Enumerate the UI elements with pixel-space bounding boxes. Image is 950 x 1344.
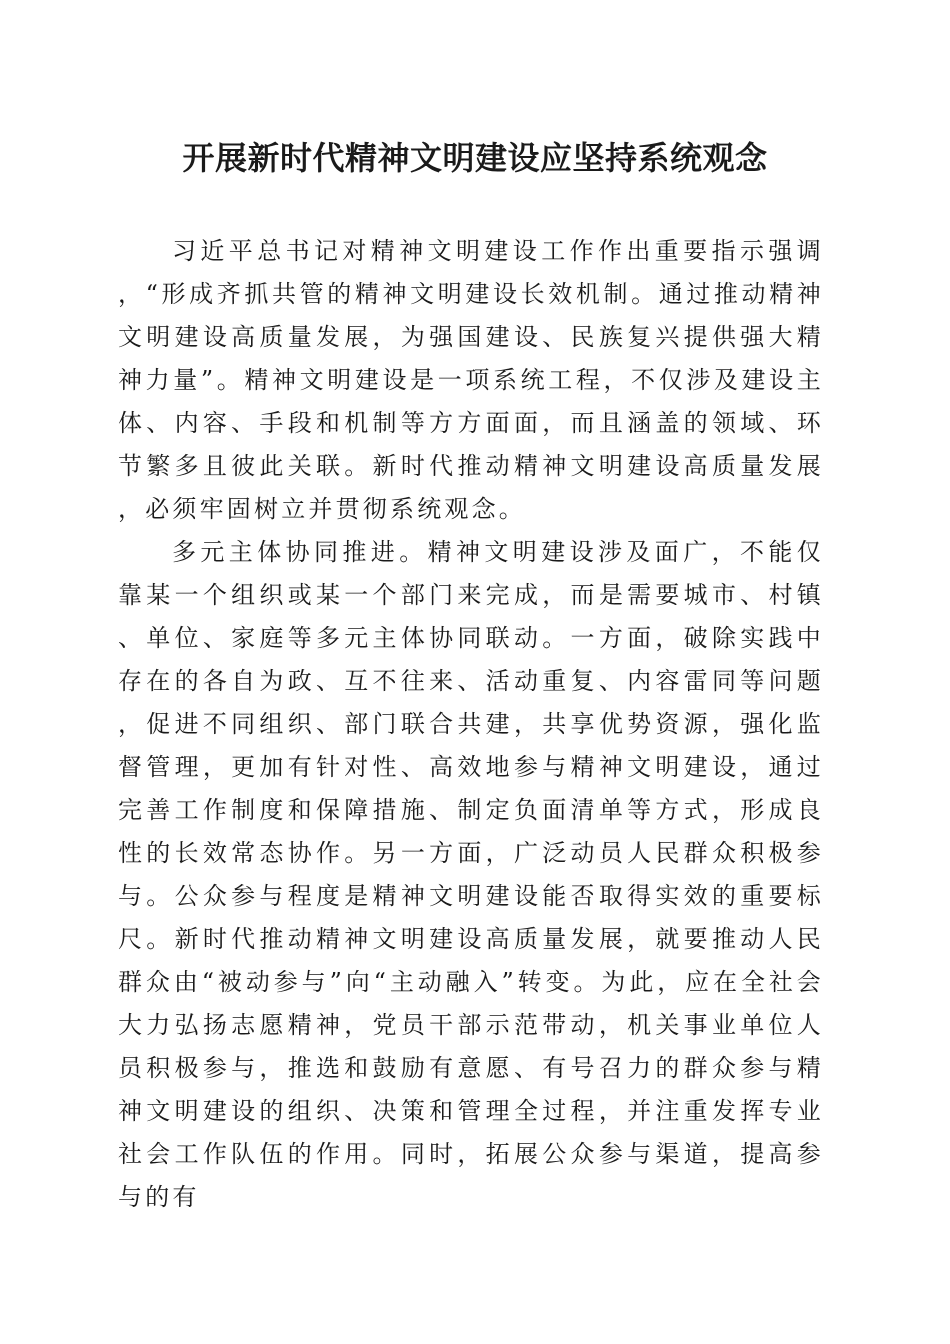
- document-title: 开展新时代精神文明建设应坚持系统观念: [182, 139, 768, 177]
- document-body: [118, 230, 824, 1219]
- paragraph-intro: 习近平总书记对精神文明建设工作作出重要指示强调，“形成齐抓共管的精神文明建设长效机制。通过推动精神文明建设高质量发展，为强国建设、民族复兴提供强大精神力量”。精神文明建设是一项系统工程，不仅涉及建设主体、内容、手段和机制等方方面面，而且涵盖的领域、环节繁多且彼此关联。新时代推动精神文明建设高质量发展，必须牢固树立并贯彻系统观念。: [118, 237, 824, 523]
- paragraph-multi-subject: 多元主体协同推进。精神文明建设涉及面广，不能仅靠某一个组织或某一个部门来完成，而是需要城市、村镇、单位、家庭等多元主体协同联动。一方面，破除实践中存在的各自为政、互不往来、活动重复、内容雷同等问题，促进不同组织、部门联合共建，共享优势资源，强化监督管理，更加有针对性、高效地参与精神文明建设，通过完善工作制度和保障措施、制定负面清单等方式，形成良性的长效常态协作。另一方面，广泛动员人民群众积极参与。公众参与程度是精神文明建设能否取得实效的重要标尺。新时代推动精神文明建设高质量发展，就要推动人民群众由“被动参与”向“主动融入”转变。为此，应在全社会大力弘扬志愿精神，党员干部示范带动，机关事业单位人员积极参与，推选和鼓励有意愿、有号召力的群众参与精神文明建设的组织、决策和管理全过程，并注重发挥专业社会工作队伍的作用。同时，拓展公众参与渠道，提高参与的有: [118, 538, 824, 1211]
